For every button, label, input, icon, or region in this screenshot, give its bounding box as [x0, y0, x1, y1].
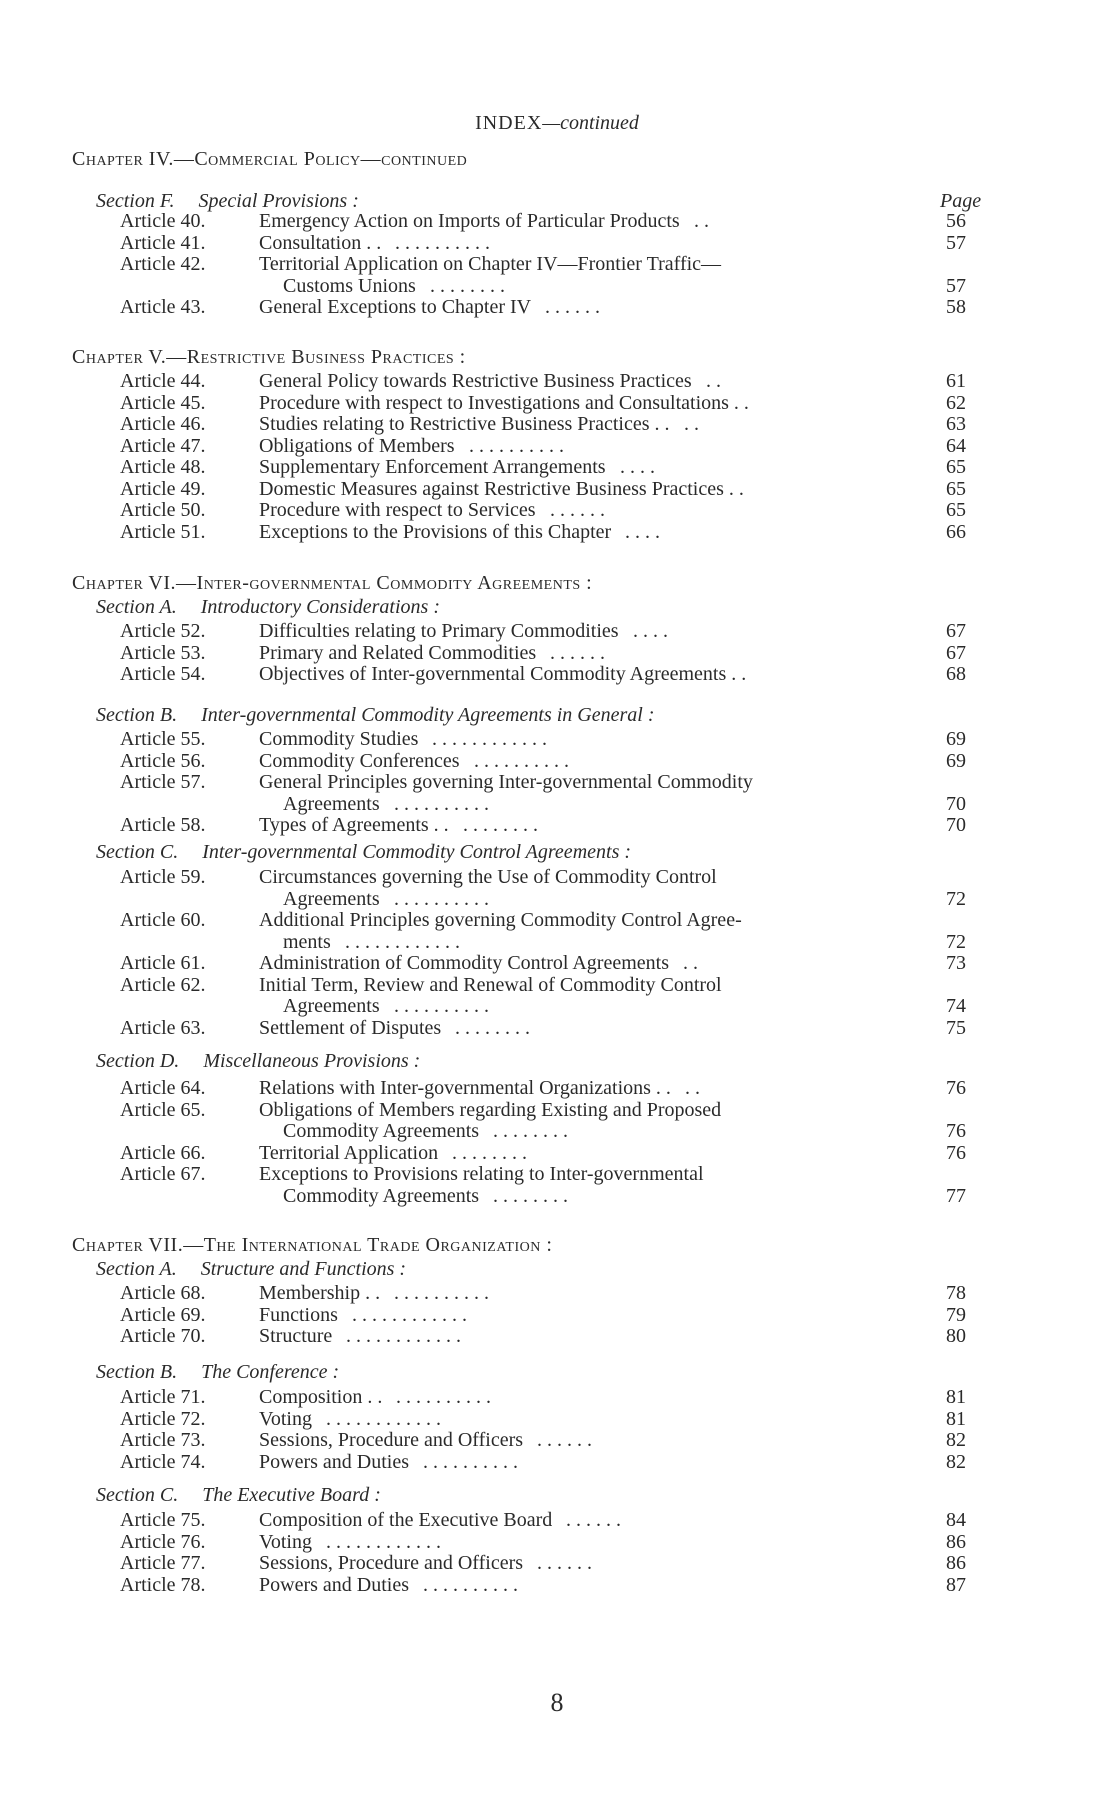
- section-heading-6a: Section A. Introductory Considerations :: [96, 596, 440, 618]
- section-heading-6d: Section D. Miscellaneous Provisions :: [96, 1050, 421, 1072]
- article-title: Commodity Studies: [259, 728, 419, 750]
- article-label: Article 43.: [120, 296, 206, 318]
- article-title-continued: Agreements: [283, 887, 380, 910]
- list-item: [0, 974, 1114, 996]
- leader-dots: . . . . . . . . . .: [394, 995, 489, 1017]
- article-title: Voting: [259, 1530, 312, 1553]
- list-item: [0, 478, 1114, 500]
- list-item: [0, 663, 1114, 685]
- page-number-ref: 58: [946, 296, 966, 318]
- article-label: Article 42.: [120, 253, 206, 275]
- page-title: [0, 112, 1114, 135]
- article-label: Article 59.: [120, 866, 206, 888]
- article-label: Article 55.: [120, 728, 206, 750]
- page-number-ref: 86: [946, 1530, 966, 1553]
- article-title: Commodity Conferences: [259, 749, 460, 772]
- leader-dots: . . . . . . . .: [463, 814, 538, 836]
- page-number-ref: 68: [946, 663, 966, 685]
- article-title: General Principles governing Inter-governmental Commodity: [259, 771, 753, 793]
- list-item-continued: [0, 888, 1114, 910]
- list-item-continued: [0, 931, 1114, 953]
- list-item: [0, 620, 1114, 642]
- leader-dots: . . . . . . . .: [493, 1184, 568, 1207]
- leader-dots: . . . .: [620, 456, 655, 478]
- article-title: Functions: [259, 1303, 338, 1326]
- list-item: [0, 521, 1114, 543]
- continued-label: —continued: [542, 112, 639, 134]
- article-label: Article 72.: [120, 1407, 206, 1430]
- leader-dots: . . . . . . . . . .: [423, 1450, 518, 1473]
- chapter-heading-6: Chapter VI.—Inter-governmental Commodity Agreements :: [72, 572, 593, 594]
- leader-dots: . . . . . . . . . . . .: [326, 1530, 441, 1553]
- list-item: [0, 499, 1114, 521]
- article-label: Article 69.: [120, 1303, 206, 1326]
- page-number-ref: 65: [946, 499, 966, 521]
- article-title: Domestic Measures against Restrictive Business Practices . .: [259, 477, 744, 500]
- article-title: Procedure with respect to Investigations and Consultations . .: [259, 391, 749, 414]
- list-item: [0, 728, 1114, 750]
- article-label: Article 47.: [120, 434, 206, 457]
- article-title: General Exceptions to Chapter IV: [259, 296, 532, 318]
- article-label: Article 65.: [120, 1098, 206, 1121]
- leader-dots: . . . . . .: [550, 641, 605, 664]
- page-number-ref: 76: [946, 1141, 966, 1164]
- article-label: Article 74.: [120, 1450, 206, 1473]
- article-label: Article 51.: [120, 520, 206, 543]
- page-number-ref: 75: [946, 1016, 966, 1039]
- leader-dots: . . . . . . . .: [493, 1120, 568, 1142]
- page-number-ref: 72: [946, 930, 966, 953]
- leader-dots: . . . . . . . . . . . .: [326, 1407, 441, 1430]
- list-item: [0, 642, 1114, 664]
- list-item: [0, 435, 1114, 457]
- section-heading-7a: Section A. Structure and Functions :: [96, 1258, 407, 1280]
- page-number-ref: 57: [946, 231, 966, 254]
- page-number-ref: 78: [946, 1282, 966, 1304]
- article-label: Article 41.: [120, 231, 206, 254]
- section-heading-6c: Section C. Inter-governmental Commodity Control Agreements :: [96, 841, 632, 863]
- page-number-ref: 67: [946, 620, 966, 642]
- leader-dots: . . . . . . . .: [455, 1016, 530, 1039]
- article-label: Article 40.: [120, 210, 206, 232]
- article-label: Article 57.: [120, 771, 206, 793]
- page-number-ref: 70: [946, 814, 966, 836]
- page-number-ref: 66: [946, 520, 966, 543]
- list-item: [0, 750, 1114, 772]
- list-item: [0, 1408, 1114, 1430]
- section-heading-7c: Section C. The Executive Board :: [96, 1484, 381, 1506]
- article-label: Article 63.: [120, 1016, 206, 1039]
- leader-dots: . . . . . .: [545, 296, 600, 318]
- article-title: Administration of Commodity Control Agreements: [259, 952, 669, 974]
- list-item: [0, 392, 1114, 414]
- page-number-ref: 79: [946, 1303, 966, 1326]
- list-item: [0, 1429, 1114, 1451]
- article-title: Initial Term, Review and Renewal of Commodity Control: [259, 973, 722, 996]
- leader-dots: . .: [683, 952, 698, 974]
- article-title: Territorial Application: [259, 1141, 439, 1164]
- article-title: Obligations of Members: [259, 434, 455, 457]
- article-label: Article 67.: [120, 1163, 206, 1185]
- list-item: [0, 1531, 1114, 1553]
- list-item: [0, 232, 1114, 254]
- list-item-continued: [0, 1120, 1114, 1142]
- leader-dots: . . . . . . . .: [452, 1141, 527, 1164]
- leader-dots: . .: [684, 413, 699, 435]
- list-item: [0, 1099, 1114, 1121]
- article-title: Additional Principles governing Commodity Control Agree-: [259, 909, 742, 931]
- list-item: [0, 1451, 1114, 1473]
- list-item: [0, 1574, 1114, 1596]
- page-number-ref: 69: [946, 728, 966, 750]
- page-number-ref: 86: [946, 1552, 966, 1574]
- leader-dots: . . . . . . . . . .: [396, 1386, 491, 1408]
- leader-dots: . . . . . . . . . .: [474, 749, 569, 772]
- list-item: [0, 771, 1114, 793]
- article-label: Article 56.: [120, 749, 206, 772]
- article-label: Article 46.: [120, 413, 206, 435]
- page-number-ref: 57: [946, 274, 966, 297]
- article-title-continued: Agreements: [283, 792, 380, 815]
- leader-dots: . . . . . . . . . .: [469, 434, 564, 457]
- article-label: Article 48.: [120, 456, 206, 478]
- leader-dots: . . . . . . . . . . . .: [352, 1303, 467, 1326]
- list-item-continued: [0, 793, 1114, 815]
- article-title: Types of Agreements . .: [259, 814, 449, 836]
- article-title-continued: Commodity Agreements: [283, 1184, 480, 1207]
- page-number-ref: 82: [946, 1429, 966, 1451]
- list-item: [0, 952, 1114, 974]
- article-label: Article 76.: [120, 1530, 206, 1553]
- article-label: Article 49.: [120, 477, 206, 500]
- leader-dots: . .: [706, 370, 721, 392]
- page-number-ref: 77: [946, 1184, 966, 1207]
- section-heading-7b: Section B. The Conference :: [96, 1361, 340, 1383]
- list-item: [0, 1142, 1114, 1164]
- article-title: Composition of the Executive Board: [259, 1509, 553, 1531]
- page-number-ref: 74: [946, 995, 966, 1017]
- article-title: Exceptions to Provisions relating to Inter-governmental: [259, 1163, 704, 1185]
- list-item: [0, 210, 1114, 232]
- section-heading-4f: Section F. Special Provisions : Page: [96, 190, 982, 212]
- page-number-ref: 76: [946, 1077, 966, 1099]
- article-title: Territorial Application on Chapter IV—Frontier Traffic—: [259, 253, 722, 275]
- article-title: Difficulties relating to Primary Commodities: [259, 620, 619, 642]
- index-title: INDEX: [475, 112, 543, 134]
- article-title: Membership . .: [259, 1282, 381, 1304]
- page-number-ref: 73: [946, 952, 966, 974]
- page-number-ref: 72: [946, 887, 966, 910]
- leader-dots: . . . . . . . . . . . .: [345, 930, 460, 953]
- leader-dots: . . . . . . . . . .: [394, 887, 489, 910]
- article-title: Relations with Inter-governmental Organizations . .: [259, 1077, 671, 1099]
- article-title: Voting: [259, 1407, 312, 1430]
- list-item: [0, 1077, 1114, 1099]
- chapter-heading-5: Chapter V.—Restrictive Business Practices :: [72, 346, 466, 368]
- leader-dots: . . . . . . . . . .: [395, 231, 490, 254]
- article-label: Article 71.: [120, 1386, 206, 1408]
- article-label: Article 54.: [120, 663, 206, 685]
- chapter-heading-4: Chapter IV.—Commercial Policy—continued: [72, 148, 468, 170]
- leader-dots: . . . . . . . . . .: [394, 792, 489, 815]
- article-label: Article 70.: [120, 1325, 206, 1347]
- article-title-continued: Commodity Agreements: [283, 1120, 480, 1142]
- article-title-continued: Customs Unions: [283, 274, 416, 297]
- list-item: [0, 866, 1114, 888]
- list-item: [0, 1304, 1114, 1326]
- article-label: Article 58.: [120, 814, 206, 836]
- page-number-ref: 64: [946, 434, 966, 457]
- article-title: Structure: [259, 1325, 333, 1347]
- article-title: Powers and Duties: [259, 1450, 409, 1473]
- page-number-ref: 63: [946, 413, 966, 435]
- article-title: Powers and Duties: [259, 1573, 409, 1596]
- article-title: Emergency Action on Imports of Particular Products: [259, 210, 680, 232]
- page-number-ref: 82: [946, 1450, 966, 1473]
- page-number-ref: 61: [946, 370, 966, 392]
- list-item: [0, 1017, 1114, 1039]
- article-label: Article 45.: [120, 391, 206, 414]
- article-title-continued: ments: [283, 930, 331, 953]
- list-item: [0, 1509, 1114, 1531]
- page-number: 8: [550, 1688, 564, 1717]
- article-title: Supplementary Enforcement Arrangements: [259, 456, 606, 478]
- leader-dots: . . . . . . . . . . . .: [432, 728, 547, 750]
- list-item: [0, 1163, 1114, 1185]
- page-number-ref: 65: [946, 477, 966, 500]
- leader-dots: . . . . . . . . . .: [394, 1282, 489, 1304]
- article-label: Article 53.: [120, 641, 206, 664]
- article-title: Obligations of Members regarding Existing and Proposed: [259, 1098, 722, 1121]
- article-label: Article 75.: [120, 1509, 206, 1531]
- leader-dots: . . . . . .: [537, 1552, 592, 1574]
- article-label: Article 62.: [120, 973, 206, 996]
- article-label: Article 60.: [120, 909, 206, 931]
- page-number-ref: 81: [946, 1407, 966, 1430]
- page-number-ref: 65: [946, 456, 966, 478]
- list-item: [0, 370, 1114, 392]
- list-item: [0, 253, 1114, 275]
- list-item: [0, 1386, 1114, 1408]
- article-title: Primary and Related Commodities: [259, 641, 537, 664]
- article-label: Article 50.: [120, 499, 206, 521]
- article-label: Article 78.: [120, 1573, 206, 1596]
- article-title: Studies relating to Restrictive Business Practices . .: [259, 413, 670, 435]
- leader-dots: . . . . . .: [566, 1509, 621, 1531]
- article-label: Article 73.: [120, 1429, 206, 1451]
- article-title: General Policy towards Restrictive Business Practices: [259, 370, 692, 392]
- list-item: [0, 1282, 1114, 1304]
- article-title: Exceptions to the Provisions of this Chapter: [259, 520, 612, 543]
- leader-dots: . . . .: [625, 520, 660, 543]
- article-title: Circumstances governing the Use of Commodity Control: [259, 866, 717, 888]
- list-item: [0, 296, 1114, 318]
- article-label: Article 64.: [120, 1077, 206, 1099]
- page-column-heading: Page: [940, 190, 982, 212]
- section-heading-6b: Section B. Inter-governmental Commodity Agreements in General :: [96, 704, 655, 726]
- list-item: [0, 1552, 1114, 1574]
- list-item: [0, 456, 1114, 478]
- leader-dots: . . . . . . . . . . . .: [346, 1325, 461, 1347]
- list-item-continued: [0, 1185, 1114, 1207]
- list-item: [0, 1325, 1114, 1347]
- page-number-ref: 81: [946, 1386, 966, 1408]
- list-item: [0, 413, 1114, 435]
- article-title: Consultation . .: [259, 231, 382, 254]
- chapter-heading-7: Chapter VII.—The International Trade Organization :: [72, 1234, 553, 1256]
- page-number-ref: 56: [946, 210, 966, 232]
- leader-dots: . . . . . . . .: [430, 274, 505, 297]
- article-title-continued: Agreements: [283, 995, 380, 1017]
- leader-dots: . . . .: [633, 620, 668, 642]
- page-number-ref: 67: [946, 641, 966, 664]
- page-number-ref: 76: [946, 1120, 966, 1142]
- leader-dots: . .: [685, 1077, 700, 1099]
- article-label: Article 44.: [120, 370, 206, 392]
- leader-dots: . . . . . .: [537, 1429, 592, 1451]
- list-item: [0, 814, 1114, 836]
- article-title: Composition . .: [259, 1386, 383, 1408]
- article-label: Article 52.: [120, 620, 206, 642]
- list-item-continued: [0, 275, 1114, 297]
- leader-dots: . . . . . .: [550, 499, 605, 521]
- page-number-ref: 80: [946, 1325, 966, 1347]
- page-number-ref: 62: [946, 391, 966, 414]
- leader-dots: . .: [694, 210, 709, 232]
- list-item-continued: [0, 995, 1114, 1017]
- article-label: Article 61.: [120, 952, 206, 974]
- page-number-ref: 84: [946, 1509, 966, 1531]
- article-label: Article 77.: [120, 1552, 206, 1574]
- leader-dots: . . . . . . . . . .: [423, 1573, 518, 1596]
- page-number-ref: 70: [946, 792, 966, 815]
- article-title: Settlement of Disputes: [259, 1016, 442, 1039]
- article-label: Article 68.: [120, 1282, 206, 1304]
- article-title: Procedure with respect to Services: [259, 499, 536, 521]
- article-title: Sessions, Procedure and Officers: [259, 1429, 524, 1451]
- page-number-ref: 69: [946, 749, 966, 772]
- article-title: Objectives of Inter-governmental Commodity Agreements . .: [259, 663, 747, 685]
- list-item: [0, 909, 1114, 931]
- article-title: Sessions, Procedure and Officers: [259, 1552, 524, 1574]
- page-number-ref: 87: [946, 1573, 966, 1596]
- article-label: Article 66.: [120, 1141, 206, 1164]
